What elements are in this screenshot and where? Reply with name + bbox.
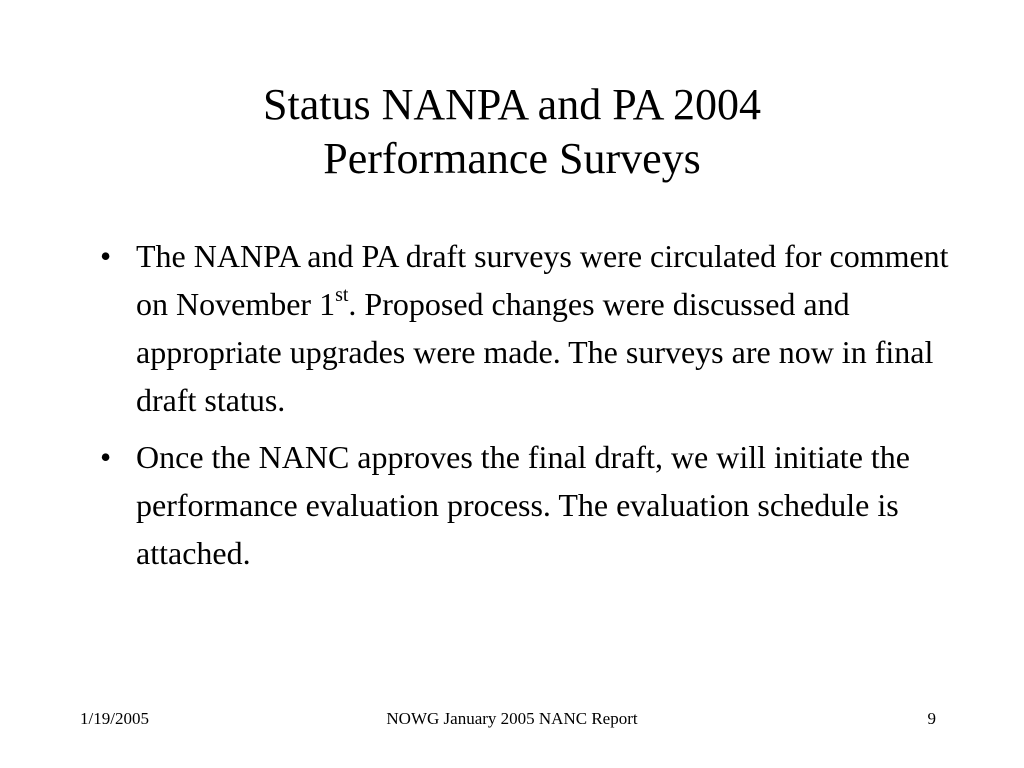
bullet-text-1-part-1: The NANPA and PA draft surveys were circulated for comment on November 1: [136, 238, 949, 322]
bullet-item-1: [100, 232, 950, 424]
footer-title: NOWG January 2005 NANC Report: [386, 709, 638, 728]
slide-title: [0, 78, 1024, 186]
bullet-text-2: Once the NANC approves the final draft, we will initiate the performance evaluation process. The evaluation schedule is attached.: [136, 439, 910, 571]
footer-date: 1/19/2005: [80, 709, 149, 728]
bullet-icon: •: [100, 439, 112, 475]
bullet-icon: •: [100, 238, 112, 274]
slide-title-line-2: Performance Surveys: [323, 134, 701, 183]
slide-title-line-1: Status NANPA and PA 2004: [263, 80, 761, 129]
bullet-text-1-part-2: . Proposed changes were discussed and appropriate upgrades were made. The surveys are now in final draft status.: [136, 286, 934, 418]
bullet-list: [100, 232, 950, 586]
bullet-item-2: [100, 433, 950, 577]
footer-page-number: 9: [927, 709, 936, 728]
bullet-text-1: [136, 238, 949, 418]
bullet-text-1-superscript: st: [335, 284, 349, 307]
